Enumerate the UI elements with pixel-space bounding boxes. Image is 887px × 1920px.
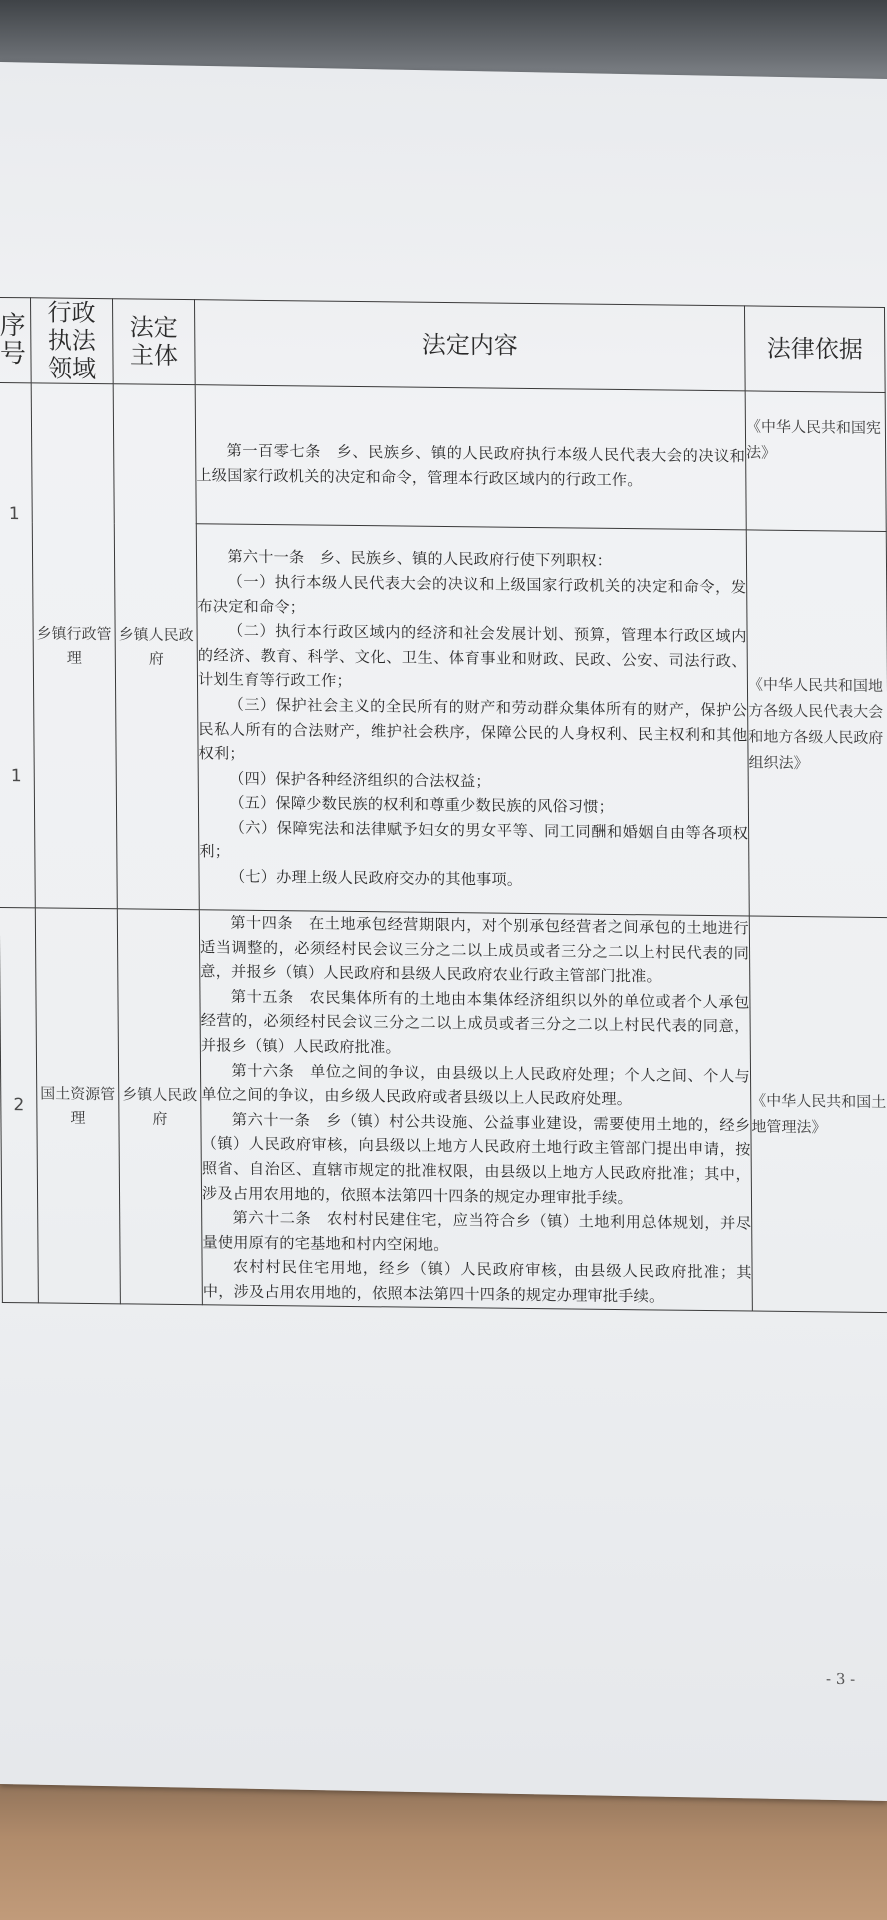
content-paragraph: （四）保护各种经济组织的合法权益； <box>229 769 491 791</box>
row-number: 1 <box>8 504 20 525</box>
content-cell <box>195 385 746 530</box>
content-paragraph: 第六十二条 农村村民建住宅，应当符合乡（镇）土地利用总体规划，并尽量使用原有的宅基地和村内空闲地。 <box>202 1208 752 1254</box>
content-paragraph: （三）保护社会主义的全民所有的财产和劳动群众集体所有的财产，保护公民私人所有的合法财产，维护社会秩序，保障公民的人身权利、民主权利和其他权利； <box>198 695 748 763</box>
table-header-row <box>0 297 885 392</box>
area-cell: 乡镇行政管理 <box>31 383 117 909</box>
document-page <box>0 62 887 1801</box>
content-paragraph: 第六十一条 乡（镇）村公共设施、公益事业建设，需要使用土地的，经乡（镇）人民政府审核，向县级以上地方人民政府土地行政主管部门提出申请，按照省、自治区、直辖市规定的批准权限，由县级以上地方人民政府批准；其中，涉及占用农用地的，依照本法第四十四条的规定办理审批手续。 <box>201 1110 751 1207</box>
table-row <box>0 907 887 1312</box>
content-paragraph: 第十四条 在土地承包经营期限内，对个别承包经营者之间承包的土地进行适当调整的，必须经村民会议三分之二以上成员或者三分之二以上村民代表的同意，并报乡（镇）人民政府和县级人民政府农业行政主管部门批准。 <box>200 913 750 986</box>
table-row <box>0 382 886 531</box>
row-number-cell: 2 <box>0 907 38 1302</box>
header-subject: 法定主体 <box>113 299 196 385</box>
content-paragraph: 农村村民住宅用地，经乡（镇）人民政府审核，由县级人民政府批准；其中，涉及占用农用地的，依照本法第四十四条的规定办理审批手续。 <box>202 1257 752 1306</box>
basis-cell: 《中华人民共和国地方各级人民代表大会和地方各级人民政府组织法》 <box>746 530 887 918</box>
subject-cell: 乡镇人民政府 <box>113 384 199 910</box>
content-paragraph: （七）办理上级人民政府交办的其他事项。 <box>229 867 523 889</box>
subject-cell: 乡镇人民政府 <box>117 909 202 1304</box>
page-number: - 3 - <box>826 1669 856 1689</box>
row-number-cell <box>0 382 35 907</box>
area-cell: 国土资源管理 <box>35 908 120 1303</box>
content-paragraph: （五）保障少数民族的权利和尊重少数民族的风俗习惯； <box>229 793 615 817</box>
content-cell <box>196 524 749 916</box>
basis-cell: 《中华人民共和国土地管理法》 <box>749 916 887 1312</box>
content-paragraph: 第十六条 单位之间的争议，由县级以上人民政府处理；个人之间、个人与单位之间的争议，由乡级人民政府或者县级以上人民政府处理。 <box>201 1061 751 1109</box>
row-number: 1 <box>10 766 22 787</box>
content-cell <box>199 910 752 1311</box>
header-area: 行政执法领域 <box>31 298 114 384</box>
content-paragraph: （一）执行本级人民代表大会的决议和上级国家行政机关的决定和命令，发布决定和命令； <box>197 572 747 616</box>
header-content: 法定内容 <box>194 300 745 391</box>
content-paragraph: （六）保障宪法和法律赋予妇女的男女平等、同工同酬和婚姻自由等各项权利； <box>199 818 749 862</box>
content-paragraph: 第六十一条 乡、民族乡、镇的人民政府行使下列职权： <box>227 547 613 571</box>
law-table-wrapper <box>0 297 887 1475</box>
law-table <box>0 297 887 1313</box>
header-no: 序号 <box>0 297 31 382</box>
content-paragraph: 第十五条 农民集体所有的土地由本集体经济组织以外的单位或者个人承包经营的，必须经村民会议三分之二以上成员或者三分之二以上村民代表的同意，并报乡（镇）人民政府批准。 <box>200 987 750 1057</box>
content-paragraph: 第一百零七条 乡、民族乡、镇的人民政府执行本级人民代表大会的决议和上级国家行政机关的决定和命令，管理本行政区域内的行政工作。 <box>196 441 746 490</box>
header-basis: 法律依据 <box>744 306 885 393</box>
basis-cell: 《中华人民共和国宪法》 <box>745 391 886 532</box>
content-paragraph: （二）执行本行政区域内的经济和社会发展计划、预算，管理本行政区域内的经济、教育、科学、文化、卫生、体育事业和财政、民政、公安、司法行政、计划生育等行政工作； <box>197 621 747 691</box>
